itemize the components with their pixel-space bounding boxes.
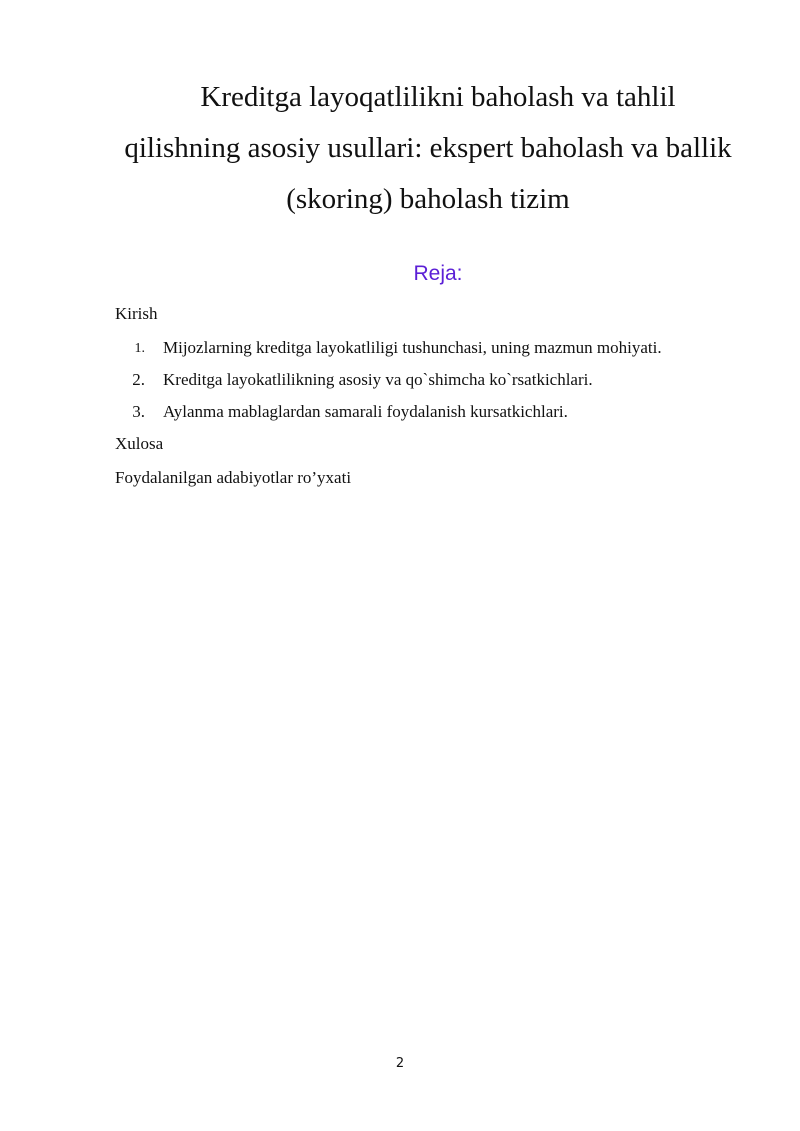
toc-item-text: Aylanma mablaglardan samarali foydalanish kursatkichlari. [163, 402, 568, 421]
title-line-1: Kreditga layoqatlilikni baholash va tahlil [200, 81, 676, 113]
document-title [108, 72, 748, 225]
toc-item-number: 2. [132, 370, 145, 389]
toc-item-text: Kreditga layokatlilikning asosiy va qo`shimcha ko`rsatkichlari. [163, 370, 593, 389]
toc-conclusion: Xulosa [115, 434, 164, 453]
plan-heading: Reja: [413, 262, 463, 285]
toc-item-number: 3. [132, 402, 145, 421]
title-line-3: (skoring) baholash tizim [286, 183, 570, 215]
toc-item-text: Mijozlarning kreditga layokatliligi tushunchasi, uning mazmun mohiyati. [163, 338, 662, 357]
page-number: 2 [395, 1056, 405, 1071]
toc-intro: Kirish [115, 304, 158, 323]
title-line-2: qilishning asosiy usullari: ekspert baholash va ballik [124, 132, 732, 164]
toc-item-number: 1. [134, 341, 145, 356]
toc-references: Foydalanilgan adabiyotlar ro’yxati [115, 468, 352, 487]
